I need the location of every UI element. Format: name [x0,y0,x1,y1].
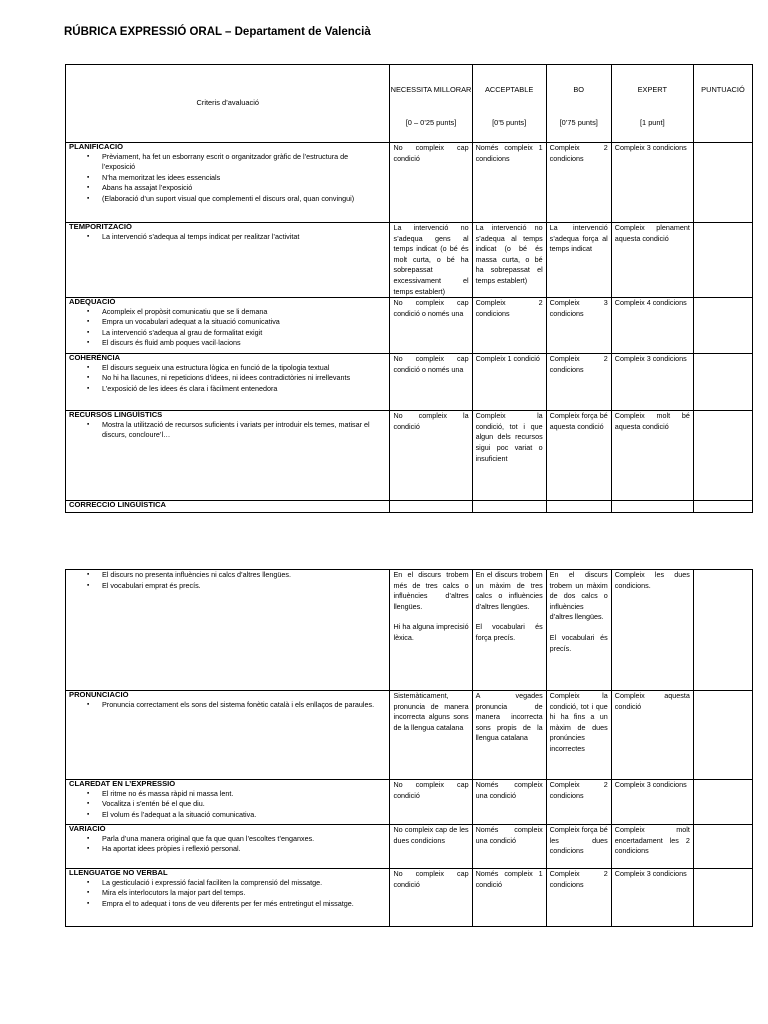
criterion-cell [66,570,390,691]
level-cell [390,143,472,223]
level-description: Compleix aquesta condició [614,691,690,711]
criterion-title: PRONUNCIACIÓ [69,691,129,699]
level-cell [472,223,546,298]
paragraph-gap [476,612,543,622]
level-description: No compleix la condició [393,411,469,431]
score-cell [693,411,752,501]
level-cell [472,869,546,927]
level-description: Compleix plenament aquesta condició [614,223,690,243]
level-description: Compleix 2 condicions [549,354,608,374]
level-cell [611,570,693,691]
criterion-point: ▪ Mostra la utilització de recursos suficients i variats per introduir els temes, matisar el discurs, concloure’l… [102,420,381,441]
level-cell [546,869,611,927]
level-cell [390,825,472,869]
level-cell [611,501,693,513]
header-row [66,65,753,143]
level-cell [611,780,693,825]
criterion-cell [66,298,390,354]
level-description: No compleix cap condició [393,869,469,889]
level-description: En el discurs trobem un màxim de dos calcs o influències d’altres llengües. [549,570,608,622]
level-cell [390,780,472,825]
level-description: Compleix 2 condicions [549,780,608,800]
level-cell [546,825,611,869]
criterion-point: ▪ La gesticulació i expressió facial faciliten la comprensió del missatge. [102,878,381,889]
criterion-title: ADEQUACIÓ [69,298,116,307]
rubric-table-page-1 [65,64,753,513]
score-cell [693,143,752,223]
level-cell [472,501,546,513]
criterion-row [66,869,753,927]
level-description: Compleix 3 condicions [614,354,687,364]
level-name: EXPERT [637,85,668,94]
criterion-row [66,570,753,691]
score-cell [693,570,752,691]
criterion-point: ▪ Pronuncia correctament els sons del sistema fonètic català i els enllaços de paraules. [102,700,381,711]
level-description: La intervenció no s’adequa al temps indicat (o bé és massa curta, o bé ha sobrepassat el temps establert) [475,223,543,285]
criterion-points [66,700,389,711]
score-cell [693,354,752,411]
score-cell [693,780,752,825]
level-cell [546,501,611,513]
criterion-points [66,152,389,205]
level-description: Només compleix una condició [475,825,543,845]
level-cell [546,354,611,411]
level-cell [611,298,693,354]
level-description: La intervenció s’adequa força al temps indicat [549,223,608,254]
level-description: Compleix 3 condicions [549,298,608,318]
criterion-cell [66,780,390,825]
level-description: Compleix la condició, tot i que hi ha fins a un màxim de dues pronúncies incorrectes [549,691,608,753]
level-cell [390,411,472,501]
criterion-point: ▪ Parla d’una manera original que fa que quan l’escoltes t’enganxes. [102,834,381,845]
criterion-cell [66,501,390,513]
criterion-cell [66,354,390,411]
level-cell [611,869,693,927]
criterion-cell [66,143,390,223]
rubric-table-page-2 [65,569,753,927]
criterion-point: ▪ Empra un vocabulari adequat a la situació comunicativa [102,317,381,328]
criterion-point: ▪ L’exposició de les idees és clara i fàcilment entenedora [102,384,381,395]
level-description: Compleix força bé les dues condicions [549,825,608,856]
level-description: Compleix molt bé aquesta condició [614,411,690,431]
level-cell [390,691,472,780]
level-description: Només compleix 1 condicions [475,143,543,163]
criterion-points [66,307,389,349]
criterion-point: ▪ El vocabulari emprat és precís. [102,581,381,592]
criterion-row [66,411,753,501]
level-description: Compleix 1 condició [475,354,540,364]
level-header-3 [546,65,611,143]
criterion-title: VARIACIÓ [69,825,106,833]
level-description: En el discurs trobem un màxim de tres calcs o influències d’altres llengües. [475,570,543,611]
level-cell [546,223,611,298]
criterion-cell [66,411,390,501]
criterion-points [66,232,389,243]
criterion-point: ▪ La intervenció s’adequa al grau de formalitat exigit [102,328,381,339]
criterion-cell [66,223,390,298]
level-description: No compleix cap condició [393,780,469,800]
criteria-header: Criteris d’avaluació [66,65,390,143]
level-points: [0 – 0’25 punts] [405,118,457,127]
level-description: La intervenció no s’adequa gens al temps indicat (o bé és molt curta, o bé ha sobrepassat excessivament el temps establert) [393,223,469,296]
score-cell [693,223,752,298]
level-description: Compleix 3 condicions [614,869,687,878]
score-header [693,65,752,143]
criterion-row [66,780,753,825]
criterion-points [66,420,389,441]
level-cell [611,411,693,501]
criterion-row [66,223,753,298]
level-header-1 [390,65,472,143]
level-description: Compleix 3 condicions [614,143,687,152]
level-cell [611,354,693,411]
criterion-point: ▪ El ritme no és massa ràpid ni massa lent. [102,789,381,800]
level-description: Compleix les dues condicions. [614,570,690,590]
criterion-points [66,878,389,910]
criterion-row [66,143,753,223]
level-cell [472,780,546,825]
criterion-point: ▪ El discurs no presenta influències ni calcs d’altres llengües. [102,570,381,581]
criterion-points [66,363,389,395]
level-cell [611,825,693,869]
level-description: Hi ha alguna imprecisió lèxica. [393,622,469,642]
criterion-title: PLANIFICACIÓ [69,143,123,151]
level-name: BO [573,85,585,94]
criterion-point: ▪ La intervenció s’adequa al temps indicat per realitzar l’activitat [102,232,381,243]
level-cell [611,143,693,223]
level-cell [472,825,546,869]
level-cell [472,411,546,501]
level-description: El vocabulari és precís. [549,632,608,653]
criterion-point: ▪ Abans ha assajat l’exposició [102,183,381,194]
criterion-point: ▪ Acompleix el propòsit comunicatiu que se li demana [102,307,381,318]
level-description: Només compleix 1 condició [475,869,543,889]
level-header-4 [611,65,693,143]
criterion-point: ▪ Mira els interlocutors la major part del temps. [102,888,381,899]
criterion-points [66,834,389,855]
level-cell [472,354,546,411]
level-description: Només compleix una condició [475,780,543,800]
criterion-title: CLAREDAT EN L’EXPRESSIÓ [69,780,176,788]
criterion-point: ▪ No hi ha llacunes, ni repeticions d’idees, ni idees contradictòries ni irrellevants [102,373,381,384]
level-cell [390,570,472,691]
level-description: A vegades pronuncia de manera incorrecta sons propis de la llengua catalana [475,691,543,743]
criterion-title: COHERÈNCIA [69,354,121,363]
level-description: Compleix la condició, tot i que algun dels recursos sigui poc variat o insuficient [475,411,543,463]
level-description: No compleix cap condició [393,143,469,163]
level-description: No compleix cap condició o només una [393,354,469,374]
criterion-point: ▪ (Elaboració d’un suport visual que complementi el discurs oral, quan convingui) [102,194,381,205]
level-cell [472,298,546,354]
level-description: Compleix 3 condicions [614,780,687,789]
level-cell [390,501,472,513]
level-cell [546,570,611,691]
criterion-title: TEMPORITZACIÓ [69,223,132,231]
level-cell [472,570,546,691]
level-cell [546,411,611,501]
level-description: El vocabulari és força precís. [475,622,543,642]
criterion-cell [66,691,390,780]
criterion-point: ▪ Vocalitza i s’entén bé el que diu. [102,799,381,810]
criterion-cell [66,869,390,927]
level-description: Sistemàticament, pronuncia de manera incorrecta alguns sons de la llengua catalana [393,691,469,732]
criterion-row [66,825,753,869]
level-cell [546,780,611,825]
level-cell [611,223,693,298]
level-header-2 [472,65,546,143]
level-points: [0’5 punts] [492,118,527,127]
level-description: Compleix 2 condicions [549,869,608,889]
criterion-point: ▪ El discurs és fluid amb poques vacil·lacions [102,338,381,349]
score-cell [693,691,752,780]
score-header-label: PUNTUACIÓ [701,85,745,94]
criterion-point: ▪ Prèviament, ha fet un esborrany escrit o organitzador gràfic de l’estructura de l’exposició [102,152,381,173]
level-cell [546,691,611,780]
paragraph-gap [393,612,468,622]
criterion-title: RECURSOS LINGÜÍSTICS [69,411,163,420]
level-cell [390,869,472,927]
criterion-points [66,789,389,821]
level-points: [0’75 punts] [559,118,598,127]
criterion-title: CORRECCIÓ LINGÜÍSTICA [69,501,167,510]
criterion-cell [66,825,390,869]
paragraph-gap [550,623,608,633]
score-cell [693,501,752,513]
document-title: RÚBRICA EXPRESSIÓ ORAL – Departament de Valencià [64,26,371,38]
level-description: No compleix cap condició o només una [393,298,469,318]
criterion-point: ▪ El discurs segueix una estructura lògica en funció de la tipologia textual [102,363,381,374]
score-cell [693,825,752,869]
criterion-point: ▪ El volum és l’adequat a la situació comunicativa. [102,810,381,821]
criterion-points [66,570,389,591]
criterion-row [66,354,753,411]
level-description: Compleix força bé aquesta condició [549,411,608,431]
level-points: [1 punt] [639,118,665,127]
level-cell [472,691,546,780]
level-cell [472,143,546,223]
level-name: ACCEPTABLE [484,85,534,94]
level-cell [390,354,472,411]
criterion-row [66,501,753,513]
score-cell [693,869,752,927]
level-description: Compleix 2 condicions [549,143,608,163]
criterion-point: ▪ Ha aportat idees pròpies i reflexió personal. [102,844,381,855]
level-cell [546,298,611,354]
level-cell [390,298,472,354]
level-description: Compleix 2 condicions [475,298,543,318]
criterion-row [66,298,753,354]
level-description: Compleix molt encertadament les 2 condicions [614,825,690,856]
level-name: NECESSITA MILLORAR [390,85,472,94]
level-cell [390,223,472,298]
score-cell [693,298,752,354]
level-description: Compleix 4 condicions [614,298,687,308]
level-description: En el discurs trobem més de tres calcs o influències d’altres llengües. [393,570,469,611]
level-description: No compleix cap de les dues condicions [393,825,469,845]
level-cell [546,143,611,223]
criterion-point: ▪ N’ha memoritzat les idees essencials [102,173,381,184]
criterion-title: LLENGUATGE NO VERBAL [69,869,168,877]
criterion-point: ▪ Empra el to adequat i tons de veu diferents per fer més entretingut el missatge. [102,899,381,910]
level-cell [611,691,693,780]
criterion-row [66,691,753,780]
